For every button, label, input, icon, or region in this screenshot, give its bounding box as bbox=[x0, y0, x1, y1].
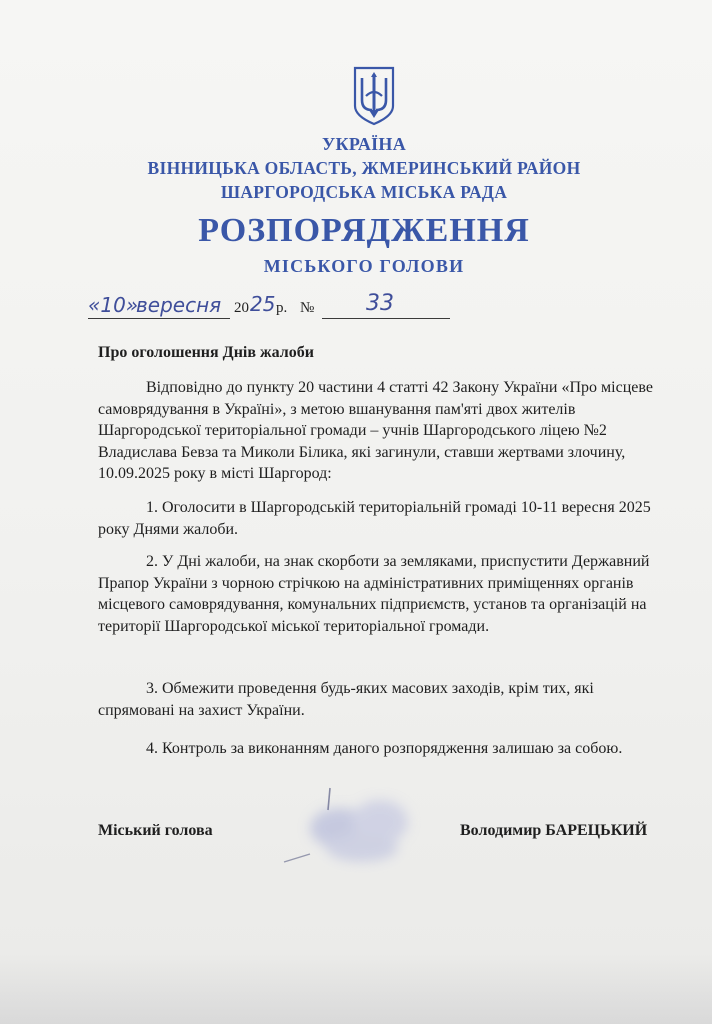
header-country: УКРАЇНА bbox=[321, 134, 407, 154]
clause-2: 2. У Дні жалоби, на знак скорботи за земляками, приспустити Державний Прапор України з чорною стрічкою на адміністративних приміщеннях органів місцевого самоврядування, комунальних підприємств, установ та організацій на території Шаргородської міської територіальної громади. bbox=[98, 553, 650, 635]
document-number: 33 bbox=[366, 291, 394, 316]
date-day: «10» bbox=[88, 293, 139, 317]
document-issuer: МІСЬКОГО ГОЛОВИ bbox=[263, 256, 465, 276]
signatory-position: Міський голова bbox=[98, 822, 213, 839]
document-type-title: РОЗПОРЯДЖЕННЯ bbox=[198, 212, 530, 249]
page-bottom-shadow bbox=[0, 954, 712, 1024]
header-region: ВІННИЦЬКА ОБЛАСТЬ, ЖМЕРИНСЬКИЙ РАЙОН bbox=[147, 158, 581, 178]
clause-4: 4. Контроль за виконанням даного розпорядження залишаю за собою. bbox=[146, 740, 623, 757]
clause-3: 3. Обмежити проведення будь-яких масових заходів, крім тих, які спрямовані на захист України. bbox=[98, 680, 594, 719]
date-year-suffix: 25 bbox=[250, 292, 276, 316]
ukraine-trident-emblem-icon bbox=[352, 66, 396, 126]
date-year-prefix: 20 bbox=[234, 300, 249, 316]
document-subject: Про оголошення Днів жалоби bbox=[98, 344, 314, 361]
date-underline bbox=[88, 318, 230, 319]
number-label: № bbox=[300, 300, 315, 316]
signatory-name: Володимир БАРЕЦЬКИЙ bbox=[460, 822, 648, 839]
date-month: вересня bbox=[136, 293, 222, 317]
number-underline bbox=[322, 318, 450, 319]
header-council: ШАРГОРОДСЬКА МІСЬКА РАДА bbox=[220, 182, 508, 202]
preamble-paragraph: Відповідно до пункту 20 частини 4 статті 42 Закону України «Про місцеве самоврядування в Україні», з метою вшанування пам'яті двох жителів Шаргородської територіальної громади – учнів Шаргородського ліцею №2 Владислава Бевза та Миколи Білика, які загинули, ставши жертвами злочину, 10.09.2025 року в місті Шаргород: bbox=[98, 379, 653, 482]
date-year-mark: р. bbox=[276, 300, 288, 316]
dateline bbox=[88, 291, 468, 322]
blurred-signature bbox=[270, 770, 440, 880]
clause-1: 1. Оголосити в Шаргородській територіальній громаді 10-11 вересня 2025 року Днями жалоби. bbox=[98, 499, 651, 538]
